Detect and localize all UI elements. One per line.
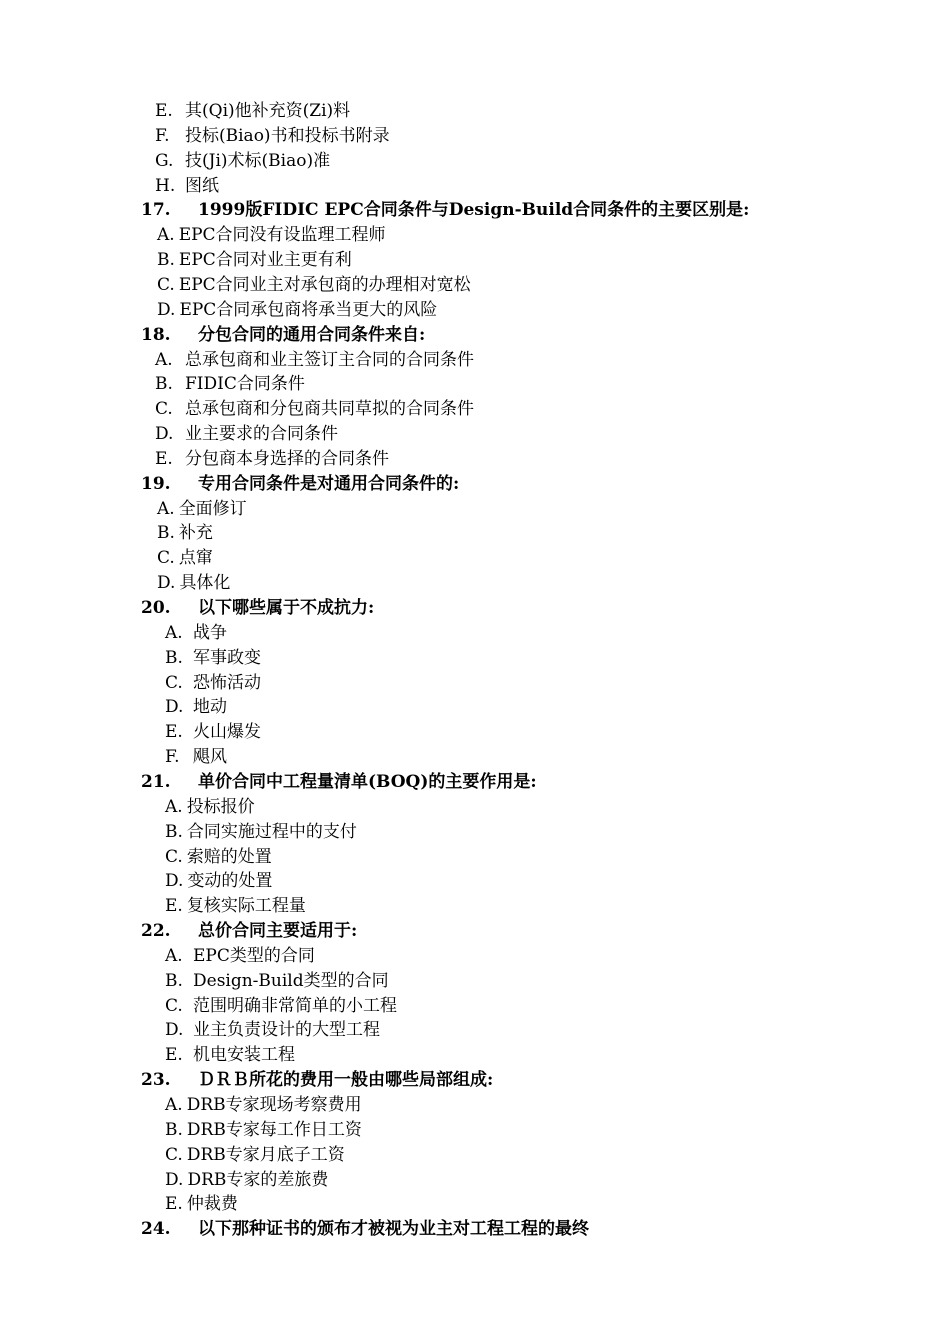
option-label: E. [155,101,173,121]
option-line [165,671,261,696]
option-text: DRB专家的差旅费 [187,1169,329,1190]
option-label: D. [165,1169,184,1190]
option-line [165,1093,362,1118]
question-number: 19. [141,473,171,494]
question-text: 总价合同主要适用于: [198,921,358,942]
option-line [155,149,330,174]
option-text: EPC类型的合同 [193,945,315,966]
option-text: 技(Ji)术标(Biao)准 [185,150,331,171]
question-line [141,1217,589,1242]
option-line [165,1043,295,1068]
option-label: B. [157,250,175,271]
option-text: 索赔的处置 [186,846,272,867]
option-label: B. [165,970,183,991]
option-label: H. [155,175,176,196]
option-label: A. [157,498,175,519]
option-label: C. [165,995,183,1016]
option-line [165,969,389,994]
option-text: 具体化 [179,573,231,594]
option-line [165,1118,362,1143]
option-label: D. [165,1020,184,1041]
option-label: F. [155,125,170,146]
option-line [155,174,219,199]
question-text: 单价合同中工程量清单(BOQ)的主要作用是: [198,771,537,792]
option-line [157,546,213,571]
option-text: 其(Qi)他补充资(Zi)料 [185,101,351,121]
option-line [165,795,255,820]
question-line [141,198,749,223]
option-label: C. [157,548,175,569]
option-text: 总承包商和分包商共同草拟的合同条件 [185,399,474,420]
option-line [165,621,227,646]
option-line [165,820,357,845]
option-text: DRB专家每工作日工资 [186,1119,362,1140]
question-number: 22. [141,921,171,942]
option-label: A. [157,225,175,246]
option-text: 业主要求的合同条件 [185,424,338,445]
option-label: D. [157,299,176,320]
question-number: 23. [141,1070,171,1091]
option-label: B. [165,821,183,842]
option-label: D. [155,424,174,445]
option-label: D. [157,573,176,594]
option-line [165,1168,328,1193]
option-text: 补充 [178,523,213,544]
option-line [165,1192,238,1217]
question-number: 18. [141,324,171,345]
option-label: E. [165,896,183,917]
option-text: 仲裁费 [186,1194,238,1215]
option-label: B. [165,1119,183,1140]
option-line [165,994,397,1019]
question-line [141,323,425,348]
option-text: 战争 [193,622,227,643]
option-text: 飓风 [193,747,227,768]
option-label: C. [155,399,173,420]
option-label: C. [165,846,183,867]
question-text: 1999版FIDIC EPC合同条件与Design-Build合同条件的主要区别是: [198,200,750,221]
option-text: 图纸 [185,175,219,196]
option-line [157,298,437,323]
question-number: 20. [141,598,171,618]
option-line [165,1018,380,1043]
option-line [155,447,389,472]
question-line [141,770,537,795]
option-text: DRB专家月底子工资 [186,1144,345,1165]
option-label: A. [165,945,183,966]
option-label: B. [155,374,173,395]
option-line [165,720,261,745]
option-text: 范围明确非常简单的小工程 [193,995,397,1016]
option-line [157,521,213,546]
option-label: B. [157,523,175,544]
option-text: DRB专家现场考察费用 [186,1095,362,1115]
option-text: 机电安装工程 [193,1045,295,1066]
question-line [141,1068,493,1093]
option-text: Design-Build类型的合同 [193,970,389,991]
option-line [165,745,227,770]
option-text: 投标报价 [186,796,255,817]
option-line [165,845,272,870]
option-text: 业主负责设计的大型工程 [193,1020,380,1041]
option-line [155,372,305,397]
option-label: A. [165,622,183,643]
option-label: A. [165,796,183,817]
option-text: 火山爆发 [193,722,261,743]
question-number: 24. [141,1219,171,1240]
option-text: 总承包商和业主签订主合同的合同条件 [185,349,474,370]
option-text: EPC合同业主对承包商的办理相对宽松 [178,274,471,295]
option-label: E. [165,1045,183,1066]
option-line [165,695,227,720]
option-line [157,273,471,298]
option-line [165,1143,345,1168]
option-line [165,646,261,671]
option-text: 合同实施过程中的支付 [186,821,357,842]
option-label: A. [165,1095,183,1115]
option-line [155,124,390,149]
option-label: C. [157,274,175,295]
option-line [157,248,352,273]
option-text: EPC合同承包商将承当更大的风险 [179,299,438,320]
option-label: E. [165,722,183,743]
option-text: EPC合同没有设监理工程师 [178,225,386,246]
option-label: A. [155,349,173,370]
option-line [157,571,230,596]
option-text: 投标(Biao)书和投标书附录 [185,125,390,146]
option-line [155,397,474,422]
option-line [165,894,306,919]
option-label: C. [165,1144,183,1165]
option-line [155,99,350,124]
option-text: EPC合同对业主更有利 [178,250,352,271]
option-label: G. [155,150,174,171]
option-line [157,497,247,522]
question-line [141,919,357,944]
option-label: C. [165,672,183,693]
question-line [141,596,374,621]
question-text: 以下哪些属于不成抗力: [198,598,375,618]
option-line [165,944,315,969]
question-number: 21. [141,771,171,792]
option-label: D. [165,871,184,892]
option-text: 复核实际工程量 [186,896,306,917]
option-text: 变动的处置 [187,871,273,892]
option-text: 军事政变 [193,647,261,668]
option-text: 地动 [193,697,227,718]
option-line [165,869,272,894]
question-text: ＤＲＢ所花的费用一般由哪些局部组成: [198,1070,494,1091]
option-text: 点窜 [178,548,213,569]
option-label: E. [155,448,173,469]
option-text: 分包商本身选择的合同条件 [185,448,389,469]
option-label: D. [165,697,184,718]
option-text: FIDIC合同条件 [185,374,305,395]
question-text: 专用合同条件是对通用合同条件的: [198,473,460,494]
question-line [141,472,459,497]
question-number: 17. [141,200,171,221]
option-line [157,223,386,248]
question-text: 以下那种证书的颁布才被视为业主对工程工程的最终 [198,1219,589,1240]
option-line [155,348,474,373]
option-text: 全面修订 [178,498,247,519]
option-line [155,422,338,447]
question-text: 分包合同的通用合同条件来自: [198,324,426,345]
option-text: 恐怖活动 [193,672,261,693]
option-label: F. [165,747,180,768]
option-label: B. [165,647,183,668]
option-label: E. [165,1194,183,1215]
